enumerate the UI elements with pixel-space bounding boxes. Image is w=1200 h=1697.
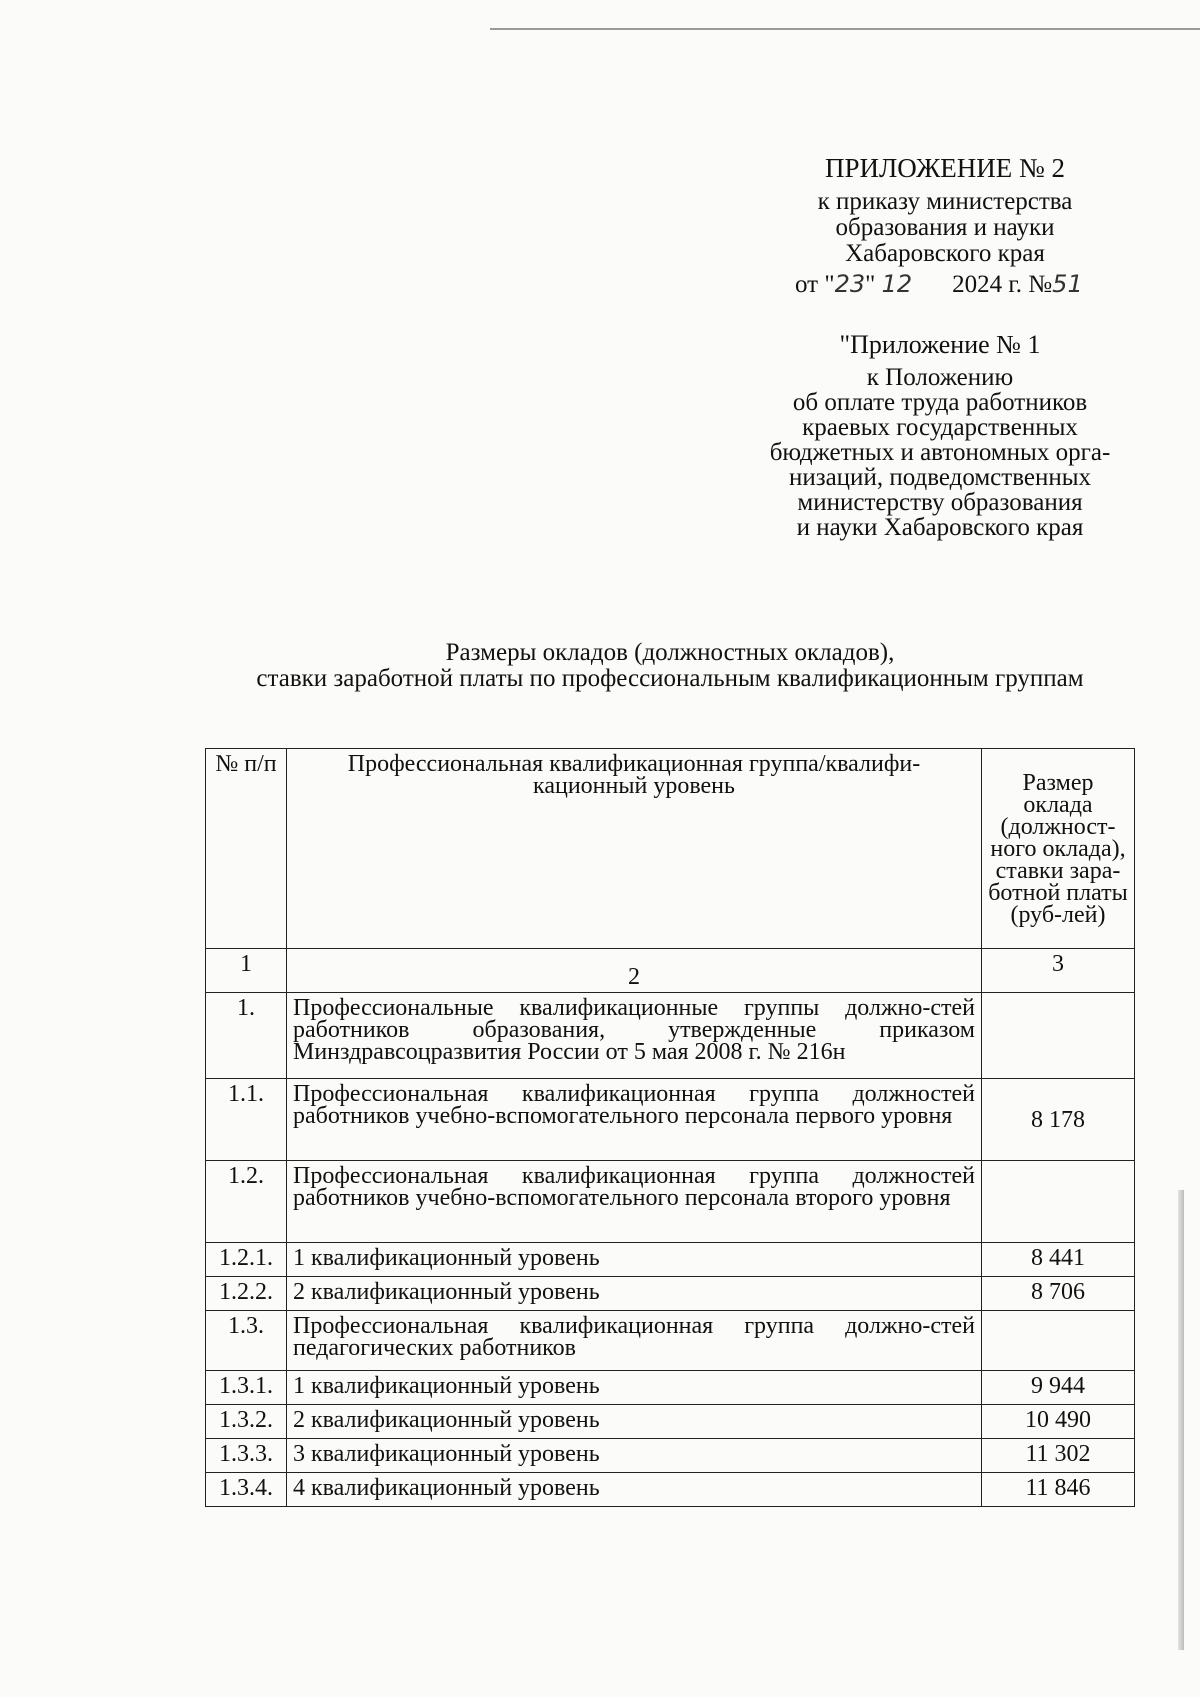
table-row [206,1079,1135,1161]
row-num: 1.1. [206,1079,287,1161]
appendix2-line: к приказу министерства [817,188,1073,215]
row-value: 10 490 [982,1405,1135,1439]
table-row [206,1277,1135,1311]
row-num: 1.2. [206,1161,287,1243]
appendix1-line: к Положению [866,364,1014,391]
row-value: 11 846 [982,1473,1135,1507]
table-row [206,993,1135,1079]
appendix2-line: образования и науки [835,214,1055,241]
row-num: 1.3.2. [206,1405,287,1439]
date-prefix: от " [795,271,835,298]
row-num: 1.2.1. [206,1243,287,1277]
row-name: 2 квалификационный уровень [287,1405,982,1439]
scan-edge-shadow [1178,1190,1184,1650]
row-name: Профессиональная квалификационная группа должностей работников учебно-вспомогательного персонала второго уровня [287,1161,982,1243]
date-year: 2024 г. № [952,271,1053,298]
row-value: 9 944 [982,1371,1135,1405]
row-value: 8 178 [982,1079,1135,1161]
column-number-row [206,949,1135,993]
row-name: 4 квалификационный уровень [287,1473,982,1507]
table-row [206,1371,1135,1405]
row-name: Профессиональная квалификационная группа должно-стей педагогических работников [287,1311,982,1371]
row-num: 1.3.4. [206,1473,287,1507]
header-name: Профессиональная квалификационная группа/квалифи-кационный уровень [287,749,982,949]
row-num: 1.3.1. [206,1371,287,1405]
row-value: 11 302 [982,1439,1135,1473]
document-title-line: ставки заработной платы по профессиональным квалификационным группам [256,665,1084,692]
row-num: 1.3. [206,1311,287,1371]
row-name: Профессиональная квалификационная группа должностей работников учебно-вспомогательного персонала первого уровня [287,1079,982,1161]
date-quote: " [865,271,882,298]
column-number: 2 [287,949,982,993]
handwritten-order-number: 51 [1052,270,1083,298]
table-header-row [206,749,1135,949]
scan-top-line [490,28,1200,30]
column-number: 1 [206,949,287,993]
table-row [206,1243,1135,1277]
appendix2-line: Хабаровского края [845,240,1045,267]
appendix2-block [760,155,1130,267]
row-num: 1.2.2. [206,1277,287,1311]
appendix1-line: министерству образования [797,489,1083,516]
row-value: 8 441 [982,1243,1135,1277]
row-num: 1.3.3. [206,1439,287,1473]
header-value: Размер оклада (должност-ного оклада), ставки зара-ботной платы (руб-лей) [982,749,1135,949]
appendix1-block [745,332,1135,540]
table-row [206,1405,1135,1439]
header-num: № п/п [206,749,287,949]
row-value [982,1161,1135,1243]
row-name: 1 квалификационный уровень [287,1371,982,1405]
salary-table [205,748,1135,1507]
row-num: 1. [206,993,287,1079]
appendix1-title: "Приложение № 1 [839,330,1041,359]
appendix1-line: краевых государственных [802,414,1078,441]
row-name: 2 квалификационный уровень [287,1277,982,1311]
document-title-line: Размеры окладов (должностных окладов), [445,639,895,666]
row-value [982,993,1135,1079]
appendix1-line: и науки Хабаровского края [796,514,1084,541]
table-row [206,1473,1135,1507]
row-name: Профессиональные квалификационные группы должно-стей работников образования, утвержденные приказом Минздравсоцразвития России от 5 мая 2008 г. № 216н [287,993,982,1079]
table-row [206,1161,1135,1243]
appendix1-line: об оплате труда работников [792,389,1088,416]
appendix1-line: низаций, подведомственных [788,464,1092,491]
column-number: 3 [982,949,1135,993]
document-title [220,640,1120,692]
appendix2-title: ПРИЛОЖЕНИЕ № 2 [824,153,1066,183]
handwritten-day: 23 [834,270,866,298]
row-value [982,1311,1135,1371]
row-name: 3 квалификационный уровень [287,1439,982,1473]
row-name: 1 квалификационный уровень [287,1243,982,1277]
table-row [206,1439,1135,1473]
row-value: 8 706 [982,1277,1135,1311]
appendix1-line: бюджетных и автономных орга- [769,439,1111,466]
table-row [206,1311,1135,1371]
handwritten-month: 12 [881,270,913,298]
order-date-line [795,270,1083,299]
